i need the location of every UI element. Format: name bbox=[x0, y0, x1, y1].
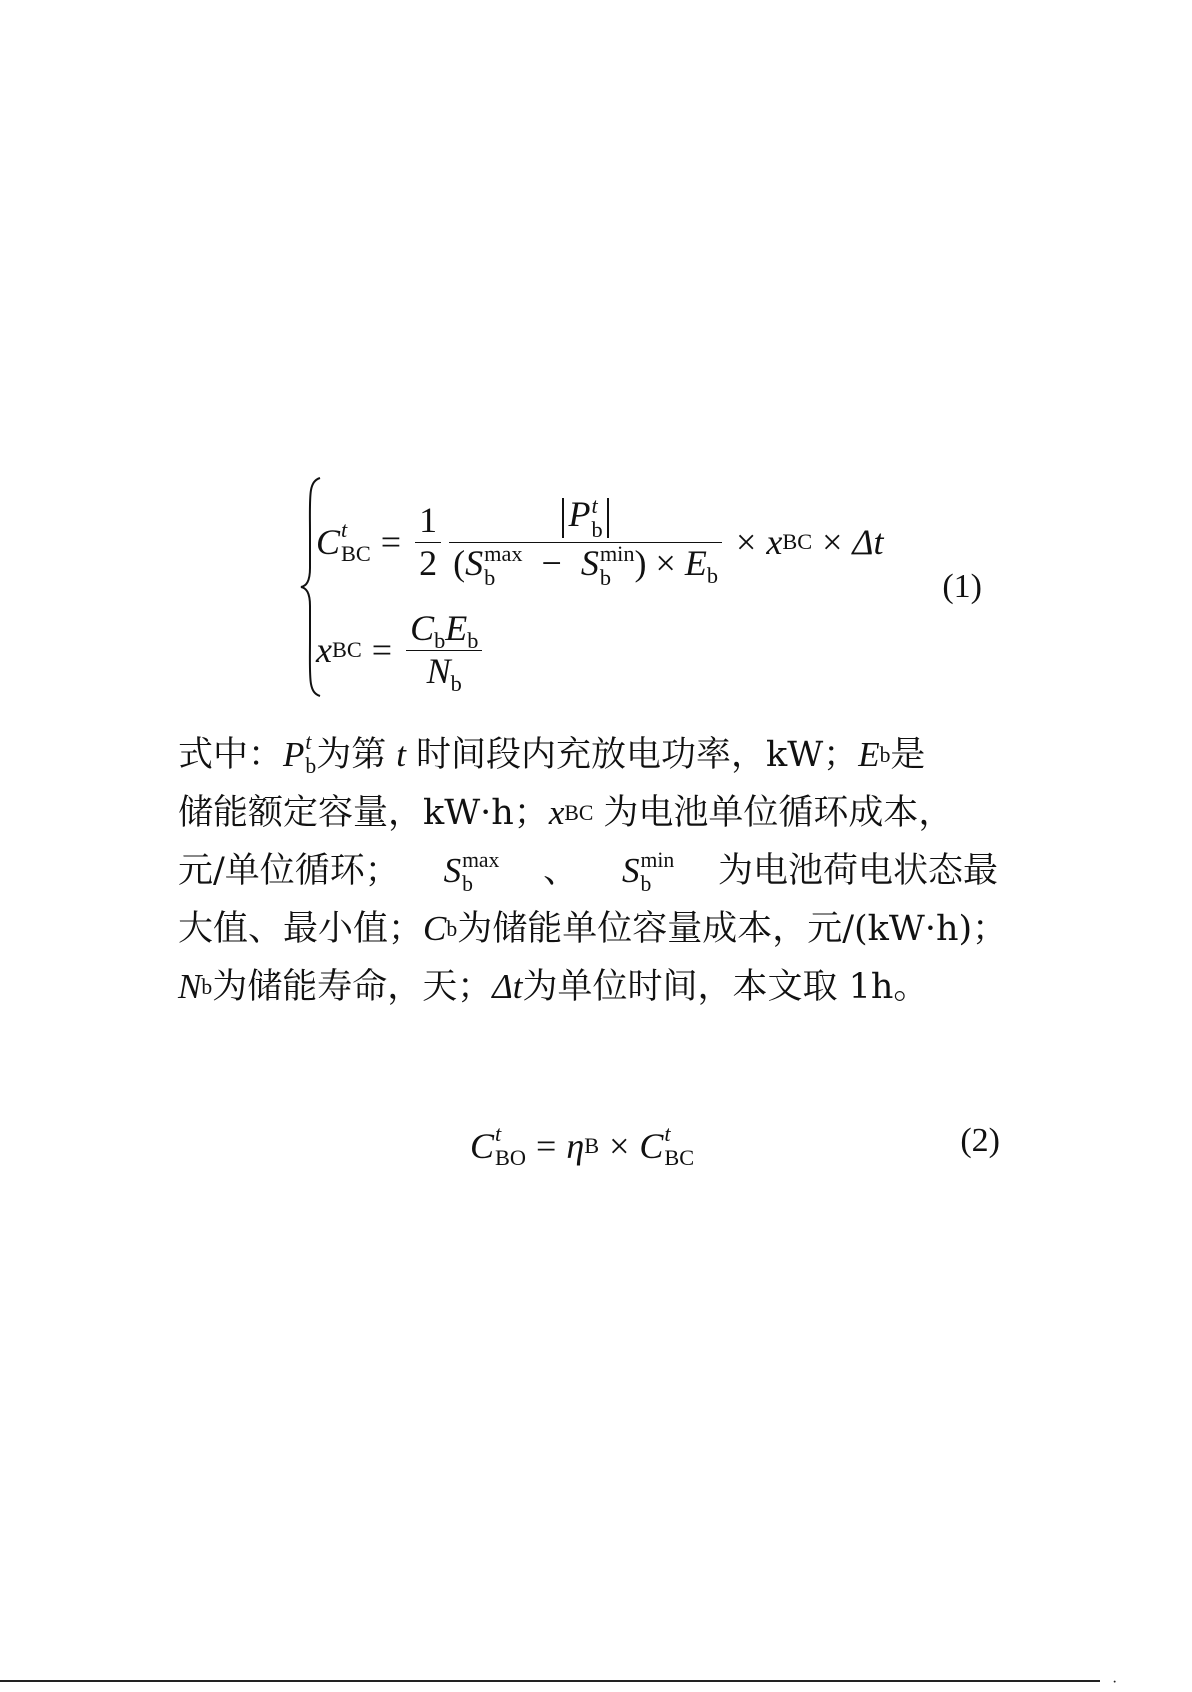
symbol-x: x bbox=[548, 793, 565, 832]
symbol-S: S bbox=[443, 851, 462, 890]
equation-1-line-1: C t BC = $\frac{1}{2}$ P t b (S max b − S min b ) × $E_b$ × x BC × Δt bbox=[316, 492, 884, 591]
symbol-C: C bbox=[639, 1126, 664, 1166]
equation-number-2: (2) bbox=[960, 1122, 1000, 1159]
denominator-2: 2 bbox=[419, 542, 438, 583]
text: 为电池荷电状态最 bbox=[717, 851, 998, 891]
sub-b: b bbox=[484, 565, 496, 591]
symbol-delta-t: Δt bbox=[492, 967, 523, 1006]
symbol-t: t bbox=[396, 735, 406, 774]
sub-b: b bbox=[599, 565, 611, 591]
sup-t: t bbox=[305, 730, 312, 755]
symbol-eta: η bbox=[566, 1126, 585, 1166]
text: 大值、最小值； bbox=[178, 909, 424, 949]
paragraph-line-2: 储能额定容量，kW·h； x BC 为电池单位循环成本， bbox=[178, 784, 998, 842]
symbol-delta-t: Δt bbox=[852, 522, 884, 562]
paragraph-line-1: 式中： P t b 为第 t 时间段内充放电功率，kW； E b 是 bbox=[178, 726, 998, 784]
symbol-N: N bbox=[426, 650, 451, 691]
text: 为第 bbox=[316, 735, 387, 775]
equals-sign: = bbox=[380, 522, 402, 562]
symbol-E: E bbox=[858, 735, 880, 774]
equals-sign: = bbox=[371, 630, 393, 670]
numerator-1: 1 bbox=[419, 500, 438, 541]
sub-b: b bbox=[305, 754, 317, 778]
fraction-half bbox=[415, 500, 441, 584]
symbol-S: S bbox=[580, 542, 599, 583]
text: 是 bbox=[890, 735, 926, 775]
equals-sign: = bbox=[536, 1126, 557, 1166]
sup-max: max bbox=[484, 540, 523, 566]
symbol-x: x bbox=[766, 522, 783, 562]
symbol-C: C bbox=[470, 1126, 495, 1166]
sup-min: min bbox=[599, 540, 635, 566]
sub-BC: BC bbox=[341, 541, 371, 566]
sub-b: b bbox=[591, 517, 603, 543]
symbol-P: P bbox=[568, 494, 591, 535]
text: 时间段内充放电功率，kW； bbox=[416, 735, 859, 775]
sup-max: max bbox=[462, 847, 500, 872]
symbol-S: S bbox=[621, 851, 640, 890]
footer-rule bbox=[0, 1680, 1100, 1682]
sub-b: b bbox=[640, 871, 652, 896]
text: 为储能寿命，天； bbox=[212, 967, 493, 1007]
equation-number-1: (1) bbox=[942, 568, 982, 605]
sup-t: t bbox=[495, 1120, 502, 1146]
fraction-power-ratio bbox=[449, 494, 722, 589]
symbol-C: C bbox=[316, 522, 341, 562]
sup-min: min bbox=[640, 847, 675, 872]
equation-2: C t BO = η B × C t BC bbox=[470, 1120, 695, 1170]
denominator-N bbox=[423, 650, 466, 696]
equation-1-line-2: x BC = $\frac{C_bE_b}{N_b}$ bbox=[316, 602, 486, 698]
symbol-C: C bbox=[410, 608, 435, 649]
sub-b: b bbox=[462, 871, 473, 896]
symbol-C: C bbox=[423, 909, 447, 948]
sup-t: t bbox=[341, 516, 348, 542]
times-sign: × bbox=[822, 522, 843, 562]
close-paren: ) bbox=[634, 542, 647, 583]
paragraph-line-4: 大值、最小值； C b 为储能单位容量成本，元/(kW·h)； bbox=[178, 900, 998, 958]
sub-BO: BO bbox=[495, 1145, 527, 1170]
paragraph-line-3 bbox=[178, 842, 998, 900]
sub-BC: BC bbox=[664, 1145, 695, 1170]
sub-b: b bbox=[434, 628, 446, 654]
text: 式中： bbox=[178, 735, 284, 775]
variable-definitions-paragraph bbox=[178, 726, 1008, 1016]
numerator-abs-P bbox=[554, 494, 616, 541]
paragraph-line-5: N b 为储能寿命，天； Δt 为单位时间，本文取 1h。 bbox=[178, 958, 998, 1016]
symbol-S: S bbox=[465, 542, 484, 583]
text: 元/单位循环； bbox=[178, 851, 400, 891]
symbol-N: N bbox=[178, 967, 202, 1006]
corner-mark: · bbox=[1112, 1674, 1118, 1691]
symbol-P: P bbox=[283, 735, 305, 774]
numerator-CE bbox=[406, 608, 482, 654]
abs-bar-right bbox=[607, 498, 609, 538]
abs-bar-left bbox=[562, 498, 564, 538]
text: 、 bbox=[543, 851, 579, 891]
sup-t: t bbox=[591, 492, 598, 518]
sub-b: b bbox=[467, 628, 479, 654]
times-sign: × bbox=[609, 1126, 630, 1166]
text: 为储能单位容量成本，元/(kW·h)； bbox=[457, 909, 1008, 949]
equation-1 bbox=[300, 476, 1000, 698]
denominator-capacity bbox=[449, 540, 722, 591]
text: 储能额定容量，kW·h； bbox=[178, 793, 549, 833]
symbol-E: E bbox=[684, 542, 707, 583]
minus-sign: − bbox=[541, 542, 562, 583]
sub-b: b bbox=[450, 670, 462, 696]
text: 为电池单位循环成本， bbox=[603, 793, 954, 833]
fraction-cost bbox=[406, 608, 482, 696]
open-paren: ( bbox=[453, 542, 466, 583]
sup-t: t bbox=[664, 1120, 671, 1146]
symbol-x: x bbox=[316, 630, 332, 670]
sub-b: b bbox=[706, 562, 719, 588]
times-sign: × bbox=[736, 522, 757, 562]
times-sign: × bbox=[655, 542, 676, 583]
text: 为单位时间，本文取 1h。 bbox=[522, 967, 929, 1007]
symbol-E: E bbox=[445, 608, 468, 649]
